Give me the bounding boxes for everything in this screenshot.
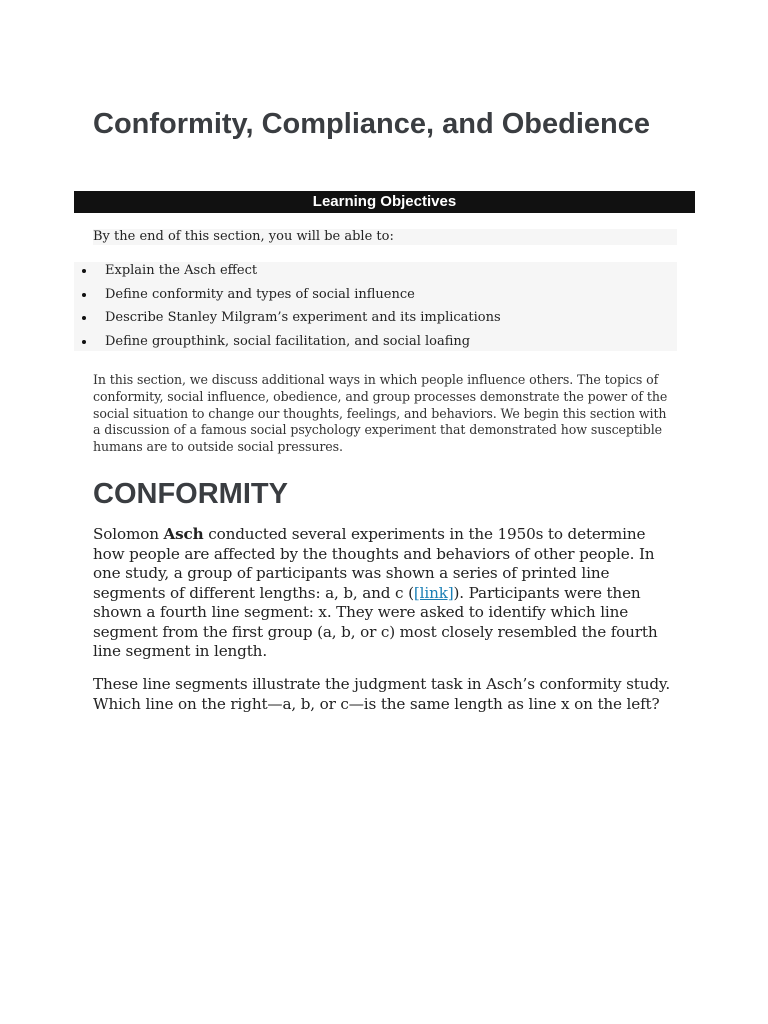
paragraph-lead: Solomon: [93, 525, 164, 543]
bullet-icon: [82, 293, 86, 297]
section-heading-conformity: CONFORMITY: [93, 478, 288, 510]
bullet-icon: [82, 316, 86, 320]
intro-paragraph: In this section, we discuss additional ways in which people influence others. The topics of conformity, social influence, obedience, and group processes demonstrate the power of the social situation to change our thoughts, feelings, and behaviors. We begin this section with a discussion of a famous social psychology experiment that demonstrated how susceptible humans are to outside social pressures.: [93, 372, 668, 455]
bullet-icon: [82, 269, 86, 273]
paragraph-text: conducted several experiments in the 1950s to determine how people are affected by the thoughts and behaviors of other people. In one study, a group of participants was shown a series of printed line segments of different lengths: a, b, and c (: [93, 525, 655, 602]
learning-objectives-intro: By the end of this section, you will be able to:: [93, 229, 677, 245]
list-item: [74, 333, 677, 357]
asch-bold: Asch: [163, 525, 204, 543]
list-item-text: Explain the Asch effect: [105, 263, 258, 278]
figure-link[interactable]: [link]: [413, 583, 454, 602]
list-item-text: Define conformity and types of social influence: [105, 286, 415, 302]
page-title: Conformity, Compliance, and Obedience: [93, 108, 650, 140]
list-item-text: Describe Stanley Milgram’s experiment and its implications: [105, 310, 501, 326]
conformity-paragraph-2: These line segments illustrate the judgment task in Asch’s conformity study. Which line on the right—a, b, or c—is the same length as line x on the left?: [93, 675, 671, 713]
paragraph-text: ). Participants were then shown a fourth line segment: x. They were asked to identify which line segment from the first group (a, b, or c) most closely resembled the fourth line segment in length.: [93, 583, 658, 660]
list-item: [74, 309, 677, 333]
list-item: [74, 262, 677, 286]
bullet-icon: [82, 340, 86, 344]
learning-objectives-list: [74, 262, 677, 351]
list-item-text: Define groupthink, social facilitation, and social loafing: [105, 334, 471, 350]
learning-objectives-header: Learning Objectives: [74, 191, 695, 213]
conformity-paragraph-1: [93, 525, 677, 662]
list-item: [74, 286, 677, 310]
